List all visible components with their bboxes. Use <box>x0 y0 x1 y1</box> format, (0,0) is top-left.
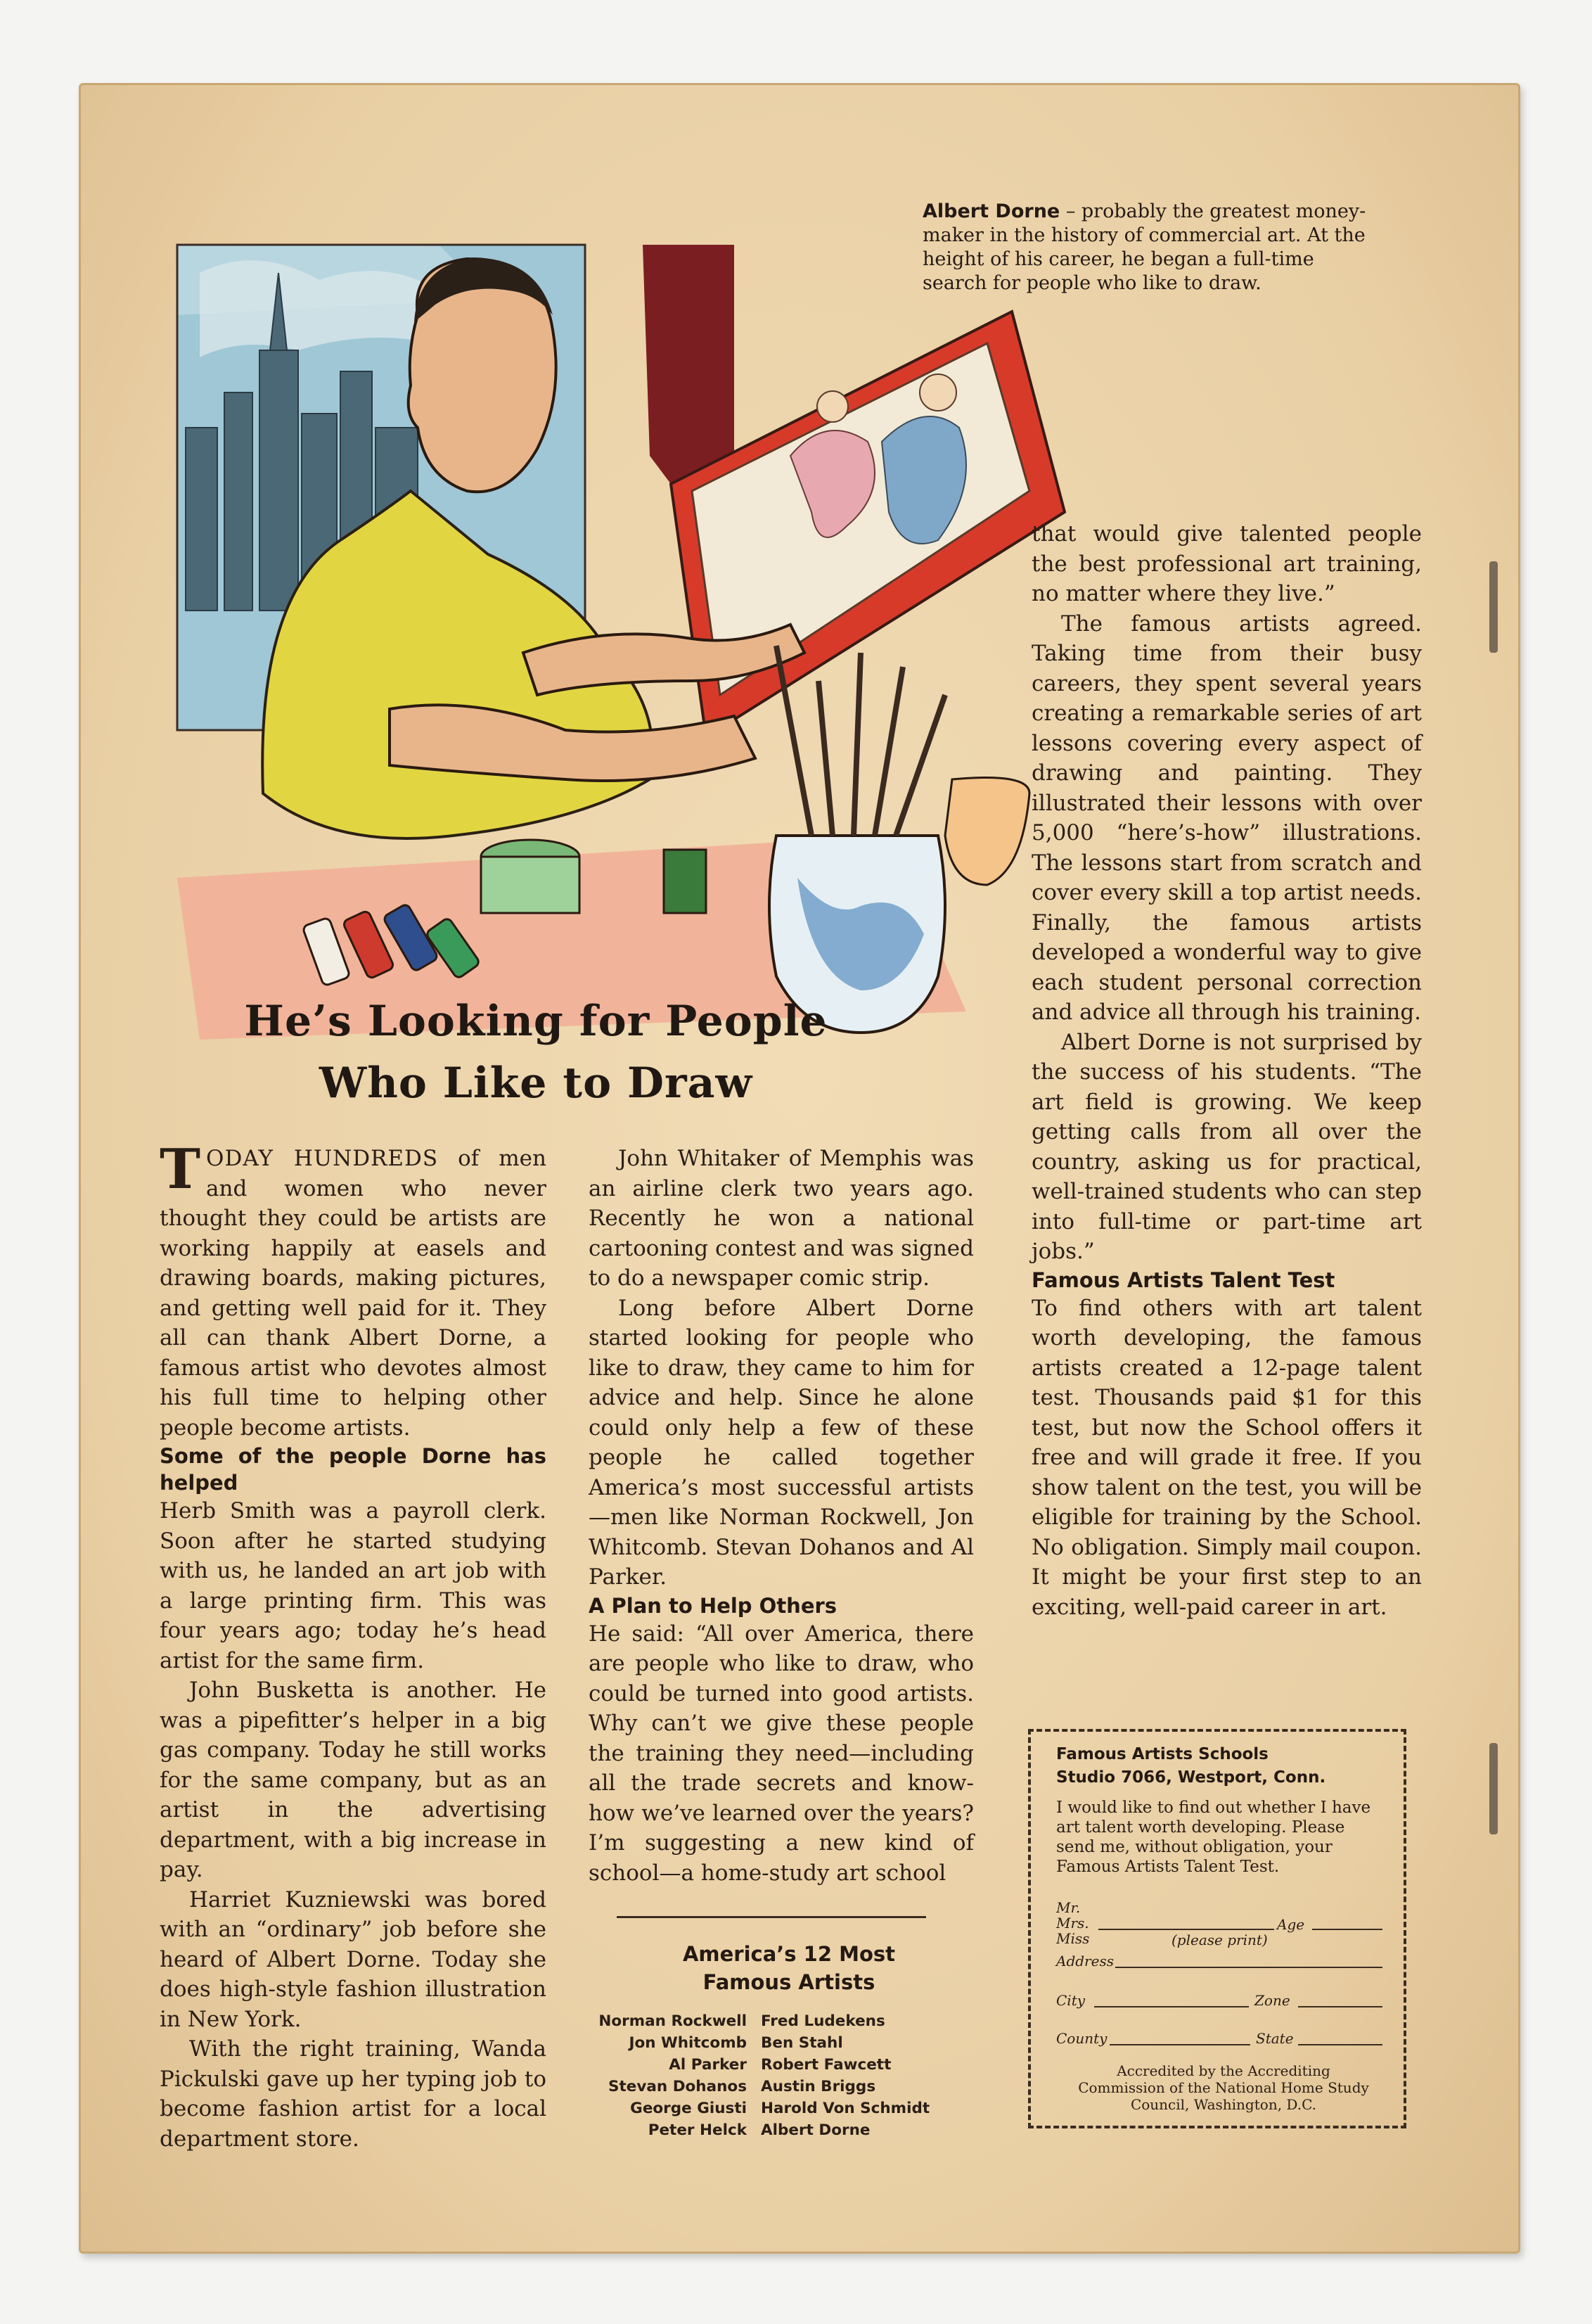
name-field[interactable] <box>1098 1929 1274 1930</box>
artists-title-line2: Famous Artists <box>702 1970 875 1994</box>
county-label: County <box>1056 2030 1108 2047</box>
city-label: City <box>1056 1992 1086 2009</box>
col1-paragraph-2: Herb Smith was a payroll clerk. Soon after he started studying with us, he landed an art job with a large printing firm. This was four years ago; today he’s head artist for the same firm. <box>160 1498 546 1673</box>
col3-paragraph-2: The famous artists agreed. Taking time from their busy careers, they spent several years creating a remarkable series of art lessons covering every aspect of drawing and painting. They illustrated their lessons with over 5,000 “here’s-how” illustrations. The lessons start from scratch and cover every skill a top artist needs. Finally, the famous artists developed a wonderful way to give each student personal correction and advice all through his training. <box>1032 611 1422 1025</box>
state-field[interactable] <box>1298 2044 1382 2045</box>
miss-label: Miss <box>1056 1930 1090 1947</box>
col2-paragraph-3: He said: “All over America, there are people who like to draw, who could be turned into good artists. Why can’t we give these people the training they need—including all the trade secrets and know-how we’ve learned over the years? I’m suggesting a new kind of school—a home-study art school <box>589 1621 974 1886</box>
artist-name-left: Jon Whitcomb <box>629 2034 747 2052</box>
age-label: Age <box>1277 1916 1305 1933</box>
artist-name-right: Robert Fawcett <box>761 2056 892 2074</box>
accreditation-note: Accredited by the Accrediting Commission of the National Home Study Council, Washington, D.C. <box>1078 2062 1369 2113</box>
zone-label: Zone <box>1254 1992 1290 2009</box>
address-label: Address <box>1056 1953 1114 1969</box>
drop-cap: T <box>160 1137 201 1201</box>
col3-paragraph-4: To find others with art talent worth developing, the famous artists created a 12-page talent test. Thousands paid $1 for this test, but now the School offers it free and will grade it free. If you show talent on the test, you will be eligible for training by the School. No obligation. Simply mail coupon. It might be your first step to an exciting, well-paid career in art. <box>1032 1295 1422 1620</box>
lead-smallcaps: ODAY HUNDREDS <box>206 1146 439 1171</box>
staple-top <box>1489 561 1498 653</box>
mrs-label: Mrs. <box>1056 1915 1089 1932</box>
county-field[interactable] <box>1110 2044 1250 2045</box>
col1-paragraph-5: With the right training, Wanda Pickulski gave up her typing job to become fashion artist for a local department store. <box>160 2036 546 2152</box>
artist-name-right: Austin Briggs <box>761 2078 876 2095</box>
artists-list <box>571 2010 993 2151</box>
article-column-2 <box>589 1144 974 1888</box>
col2-paragraph-1: John Whitaker of Memphis was an airline clerk two years ago. Recently he won a national cartooning contest and was signed to do a newspaper comic strip. <box>589 1146 974 1291</box>
mr-label: Mr. <box>1056 1899 1081 1916</box>
col2-paragraph-2: Long before Albert Dorne started looking for people who like to draw, they came to him for advice and help. Since he alone could only help a few of these people he called together America’s most successful artists —men like Norman Rockwell, Jon Whitcomb. Stevan Dohanos and Al Parker. <box>589 1295 974 1590</box>
coupon-school-name: Famous Artists Schools <box>1056 1745 1269 1763</box>
subhead-talent-test: Famous Artists Talent Test <box>1032 1268 1335 1292</box>
artists-title-line1: America’s 12 Most <box>682 1942 896 1966</box>
col1-paragraph-4: Harriet Kuzniewski was bored with an “ordinary” job before she heard of Albert Dorne. Today she does high-style fashion illustration in New York. <box>160 1886 546 2032</box>
artist-name-right: Fred Ludekens <box>761 2012 885 2030</box>
address-field[interactable] <box>1115 1967 1382 1968</box>
artist-name-right: Albert Dorne <box>761 2121 871 2139</box>
illustration-caption <box>923 200 1373 295</box>
coupon-request-text: I would like to find out whether I have art talent worth developing. Please send me, without obligation, your Famous Artists Talent Test. <box>1056 1799 1371 1876</box>
headline-line2: Who Like to Draw <box>319 1059 753 1108</box>
artist-name-right: Harold Von Schmidt <box>761 2100 930 2117</box>
divider-rule <box>617 1916 926 1918</box>
coupon-studio-address: Studio 7066, Westport, Conn. <box>1056 1768 1326 1787</box>
please-print-label: (please print) <box>1171 1932 1268 1948</box>
state-label: State <box>1256 2030 1294 2047</box>
subhead-people-helped: Some of the people Dorne has helped <box>160 1444 546 1495</box>
coupon-title <box>1056 1743 1394 1789</box>
artist-name-left: Al Parker <box>669 2056 747 2074</box>
caption-text: – probably the greatest money-maker in the history of commercial art. At the height of his career, he began a full-time search for people who like to draw. <box>923 200 1366 294</box>
col1-p1-rest: of men and women who never thought they could be artists are working happily at easels and drawing boards, making pictures, and getting well paid for it. They all can thank Albert Dorne, a famous artist who devotes almost his full time to helping other people become artists. <box>160 1146 546 1441</box>
artist-name-left: Norman Rockwell <box>598 2012 747 2030</box>
headline-line1: He’s Looking for People <box>244 997 828 1046</box>
comic-back-cover <box>79 83 1520 2254</box>
artist-name-left: George Giusti <box>630 2100 747 2117</box>
staple-bottom <box>1489 1743 1498 1834</box>
mail-coupon[interactable] <box>1028 1729 1406 2128</box>
article-column-1 <box>160 1137 546 2154</box>
artist-name-left: Stevan Dohanos <box>608 2078 747 2095</box>
artists-title <box>599 1940 979 1996</box>
age-field[interactable] <box>1312 1929 1382 1930</box>
zone-field[interactable] <box>1298 2006 1382 2007</box>
artist-name-left: Peter Helck <box>648 2121 747 2139</box>
col3-paragraph-3: Albert Dorne is not surprised by the success of his students. “The art field is growing. We keep getting calls from all over the country, asking us for practical, well-trained students who can step into full-time or part-time art jobs.” <box>1032 1029 1422 1264</box>
caption-name: Albert Dorne <box>923 200 1060 222</box>
headline <box>184 990 887 1114</box>
subhead-plan: A Plan to Help Others <box>589 1593 837 1618</box>
col1-paragraph-3: John Busketta is another. He was a pipefitter’s helper in a big gas company. Today he still works for the same company, but as an artist in the advertising department, with a big increase in pay. <box>160 1678 546 1882</box>
col1-paragraph-1 <box>160 1137 546 1443</box>
artist-name-right: Ben Stahl <box>761 2034 843 2052</box>
col3-paragraph-1: that would give talented people the best professional art training, no matter where they live.” <box>1032 521 1422 606</box>
city-field[interactable] <box>1094 2006 1249 2007</box>
article-column-3 <box>1032 519 1422 1622</box>
